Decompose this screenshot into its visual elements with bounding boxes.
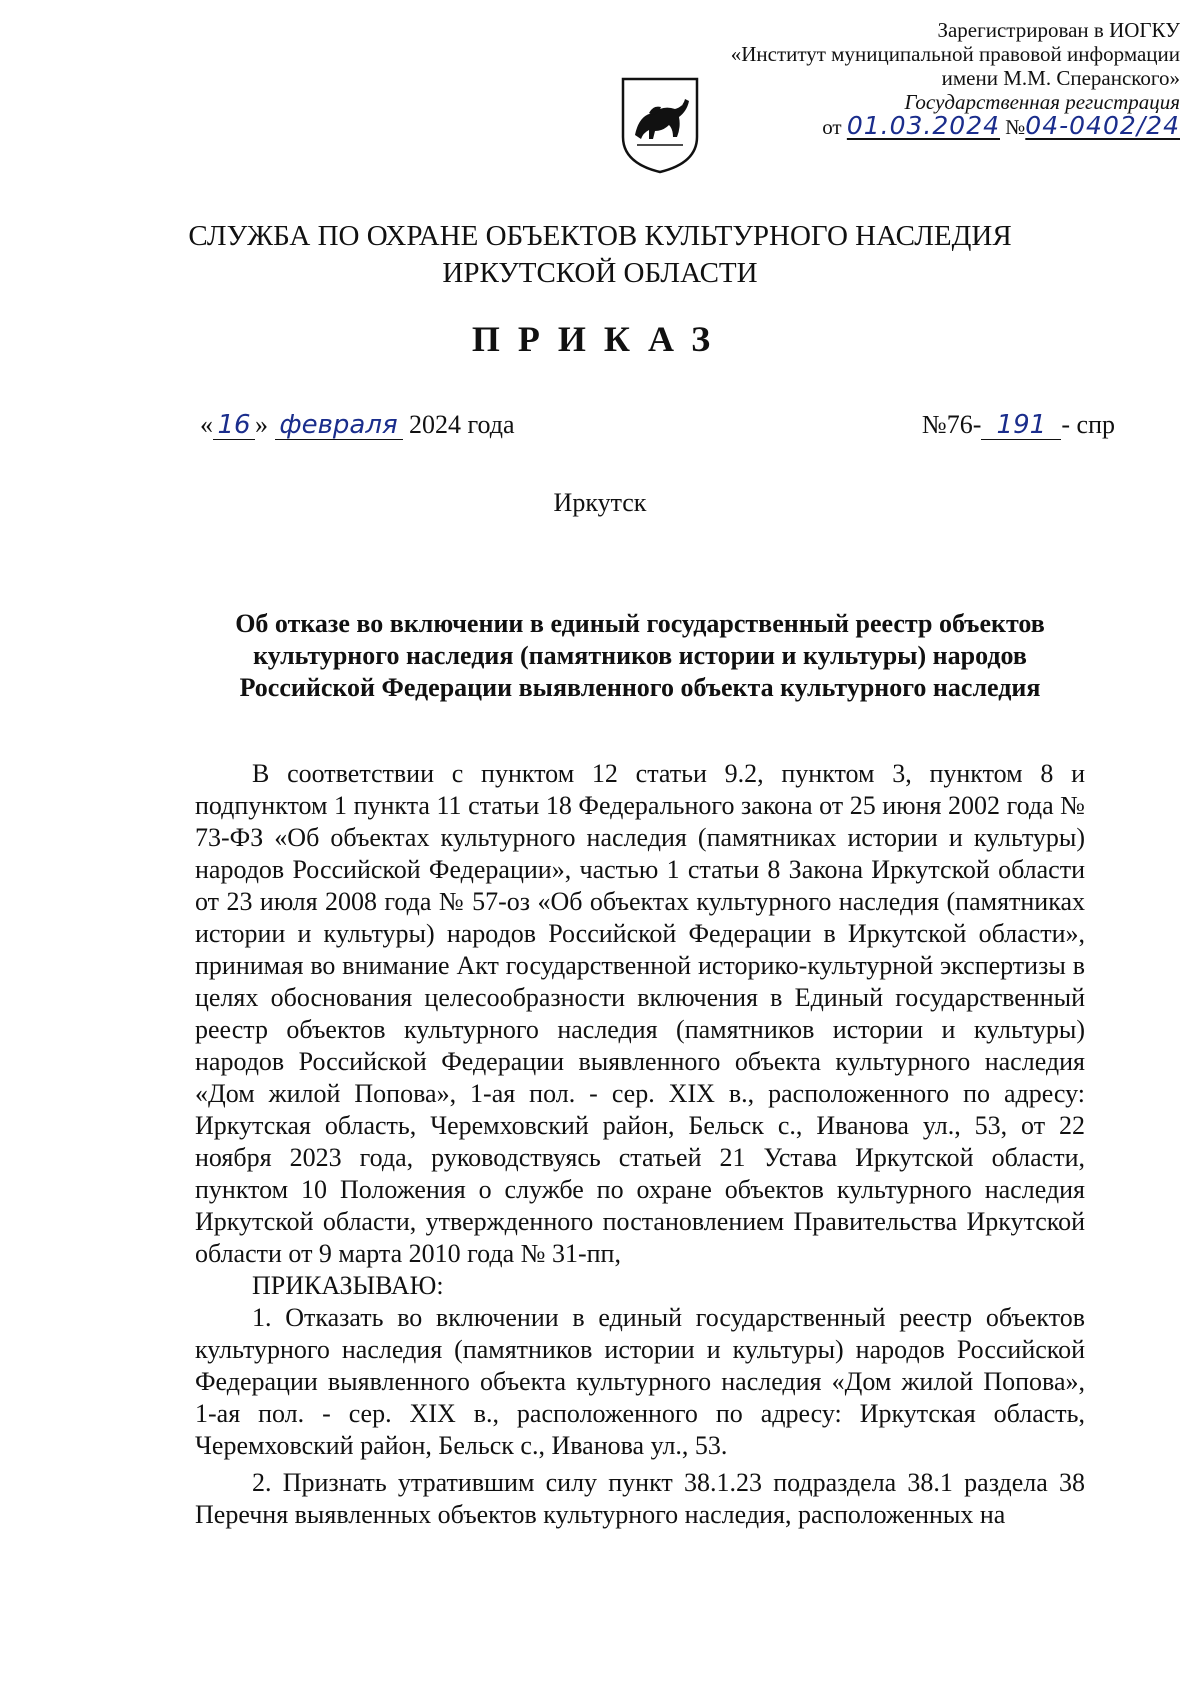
order-body — [195, 758, 1085, 1531]
order-number — [922, 410, 1115, 440]
agency-name-line-1: СЛУЖБА ПО ОХРАНЕ ОБЪЕКТОВ КУЛЬТУРНОГО НАСЛЕДИЯ — [188, 220, 1012, 252]
registration-line-1: Зарегистрирован в ИОГКУ — [937, 18, 1180, 42]
registration-stamp — [660, 18, 1180, 139]
date-year: 2024 года — [409, 410, 515, 439]
irkutsk-coat-of-arms-icon — [619, 75, 701, 175]
registration-line-4: Государственная регистрация — [904, 90, 1180, 114]
order-item-1: 1. Отказать во включении в единый государственный реестр объектов культурного наследия (памятников истории и культуры) народов Российской Федерации выявленного объекта культурного наследия «Дом жилой Попова», 1-ая пол. - сер. XIX в., расположенного по адресу: Иркутская область, Черемховский район, Бельск с., Иванова ул., 53. — [195, 1303, 1085, 1460]
order-number-prefix: №76- — [921, 410, 982, 439]
order-number-handwritten: 191 — [981, 411, 1061, 440]
registration-line-2: «Институт муниципальной правовой информации — [730, 42, 1180, 66]
registration-date-prefix: от — [822, 115, 842, 139]
order-subject: Об отказе во включении в единый государственный реестр объектов культурного наследия (памятников истории и культуры) народов Российской Федерации выявленного объекта культурного наследия — [235, 609, 1045, 702]
date-day-handwritten: 16 — [213, 411, 255, 440]
date-open-quote: « — [200, 410, 213, 439]
registration-number-handwritten: 04-0402/24 — [1025, 111, 1180, 140]
preamble-paragraph: В соответствии с пунктом 12 статьи 9.2, пунктом 3, пунктом 8 и подпунктом 1 пункта 11 статьи 18 Федерального закона от 25 июня 2002 года № 73-ФЗ «Об объектах культурного наследия (памятниках истории и культуры) народов Российской Федерации», частью 1 статьи 8 Закона Иркутской области от 23 июля 2008 года № 57-оз «Об объектах культурного наследия (памятниках истории и культуры) народов Российской Федерации в Иркутской области», принимая во внимание Акт государственной историко-культурной экспертизы в целях обоснования целесообразности включения в Единый государственный реестр объектов культурного наследия (памятников истории и культуры) народов Российской Федерации выявленного объекта культурного наследия «Дом жилой Попова», 1-ая пол. - сер. XIX в., расположенного по адресу: Иркутская область, Черемховский район, Бельск с., Иванова ул., 53, от 22 ноября 2023 года, руководствуясь статьей 21 Устава Иркутской области, пунктом 10 Положения о службе по охране объектов культурного наследия Иркутской области, утвержденного постановлением Правительства Иркутской области от 9 марта 2010 года № 31-пп, — [195, 759, 1085, 1268]
order-date — [200, 410, 515, 440]
registration-date-line — [660, 111, 1180, 140]
order-number-suffix: - спр — [1061, 410, 1115, 439]
order-item-2: 2. Признать утратившим силу пункт 38.1.23 подраздела 38.1 раздела 38 Перечня выявленных объектов культурного наследия, расположенных на — [195, 1468, 1085, 1529]
agency-name — [0, 218, 1200, 292]
date-month-handwritten: февраля — [275, 411, 403, 440]
date-close-quote: » — [255, 410, 268, 439]
city: Иркутск — [553, 488, 647, 517]
registration-date-handwritten: 01.03.2024 — [846, 111, 1000, 140]
order-word: ПРИКАЗЫВАЮ: — [252, 1271, 444, 1300]
registration-line-3: имени М.М. Сперанского» — [941, 66, 1180, 90]
registration-number-prefix: № — [1005, 115, 1026, 139]
agency-name-line-2: ИРКУТСКОЙ ОБЛАСТИ — [442, 257, 758, 289]
document-type-title: ПРИКАЗ — [471, 319, 729, 359]
